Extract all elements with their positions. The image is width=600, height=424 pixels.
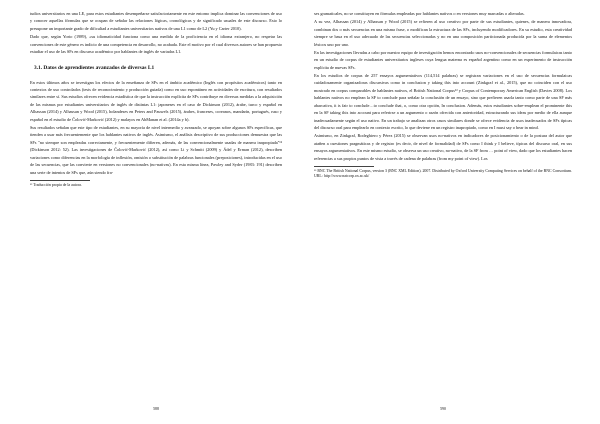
- left-paragraph-3: En estos últimos años se investigan los efectos de la enseñanza de SFs en el ámbito académico (Inglés con propósitos académicos) tanto en contextos de uso controlados (tests de reconocimiento y producción guiada) como en uso espontáneo en actividades de escritura, con resultados similares entre sí. Sus estudios ofrecen evidencia estadística de que la instrucción explícita de SFs contribuye en diversas medidas a la adquisición de las mismas por estudiantes universitarios de inglés de distintas L1: japoneses en el caso de Dickinson (2012), árabe, turco y español en Alhassan (2014) y Alhassan y Wood (2015), holandeses en Peters and Pauwels (2015), árabes, franceses, coreanos, mandarín, portugués, ruso y español en el estudio de Čolović-Marković (2012) y malayos en AbManan et al. (2014a y b).: [30, 79, 282, 122]
- footnote-divider: [30, 180, 90, 181]
- left-intro-paragraph: tudios universitarios en una LE, para estos estudiantes desempeñarse satisfactoriamente en este entorno implica dominar las convenciones de uso y conocer aquellas fórmulas que se ocupan de señalar las relaciones lógicas, cronológicas y de significado usuales de este discurso. Esto lo presupone un importante grado de dificultad a estudiantes universitarios nativos de una L1 como de L2 (Yu y Carter 2010).: [30, 11, 282, 31]
- left-paragraph-4: Sus resultados señalan que este tipo de estudiantes, en su mayoría de nivel intermedio y avanzado, se apoyan sobre algunos SFs específicas, que tienden a usar más frecuentemente que los hablantes nativos de inglés. Asimismo, el análisis descriptivo de sus producciones demuestra que las SFs "no siempre son empleadas correctamente, y frecuentemente difieren, además, de las convencionalmente usadas de manera inapropiada"¹² (Dickinson 2012: 52). Las investigaciones de Čolović-Marković (2012), así como Li y Schmitt (2009) y Ädel y Erman (2012), describen variaciones como diferencias en la morfología de inflexión, omisión o substitución de palabras funcionales (preposiciones), introducidas en el uso de las secuencias, que las convierte en versiones no convencionales (no-nativas). En esta misma línea, Pawley and Syder (1983: 191) describen una serie de intentos de SFs que, aún siendo fra-: [30, 125, 282, 175]
- left-page-number: 588: [153, 407, 159, 411]
- left-page: [30, 0, 282, 424]
- right-paragraph-3: En las investigaciones llevadas a cabo por nuestro equipo de investigación hemos encontrado usos no-convencionales de secuencias formulaicas tanto en un estudio de corpus de estudiantes universitarios ingleses cuya lengua materna es español argentino como en un experimento de instrucción explícita de nuevas SFs.: [314, 49, 572, 70]
- right-page-number: 590: [440, 407, 446, 411]
- section-heading: 3.1. Datos de aprendientes avanzados de diversas L1: [34, 64, 155, 71]
- left-paragraph-2: Dado que, según Yorio (1989), «su idiomaticidad funciona como una medida de la proficiencia en el idioma extranjero, no respetar las convenciones de este género es indicio de una competencia en desarrollo, no acabada. Este el motivo por el cual diversos autores se han propuesto estudiar el uso de las SFs en discurso académico por hablantes de inglés de variadas L1.: [30, 34, 282, 55]
- left-footnote: ¹² Traducción propia de la autora.: [30, 183, 82, 188]
- right-page: [314, 0, 572, 424]
- footnote-divider: [314, 166, 374, 167]
- right-paragraph-4: En los estudios de corpus de 257 ensayos argumentativos (114,514 palabras) se registran variaciones en el uso de secuencias formulaicas cuidadosamente organizadoras discursivas como in conclusion y taking this into account (Zinkgraf et al., 2015), que no coinciden con el uso mostrado en corpus comparables de hablantes nativos, el British National Corpus¹³ y Corpus of Contemporary American English (Davies 2008). Los hablantes nativos no emplean la SF to conclude para señalar la conclusión de un ensayo, sino que prefieren usarla tanto como parte de una SF más abarcativa, it is fair to conclude…to conclude that, o, como otra opción, In conclusion. Además, estos estudiantes sobre-emplean el prominente this en la SF taking this into account para referirse a un argumento o razón ofrecida con anterioridad, estructurando sus ideas por medio de ella aunque inadecuadamente según el uso nativo. En un trabajo se analizan otros casos similares donde se ofrece evidencia de usos inadecuados de SFs típicas del discurso oral para emplearlo en contexto escrito, lo que deviene en un registro inapropiado, como en I must say o bear in mind.: [314, 73, 572, 131]
- right-paragraph-5: Asimismo, en Zinkgraf, Rodeghiero y Pérez (2015) se observan usos no-nativos en indicadores de posicionamiento o de la postura del autor que atañen a cuestiones pragmáticas y de registro (es decir, de nivel de formalidad) de SFs como I think y I believe, típicas del discurso oral, en sus ensayos argumentativos. En este mismo estudio, se observa un uso creativo, no-nativo, de la SF from … point of view, dado que los estudiantes hacen referencias a sus propios puntos de vista a través de cadena de palabras (from my point of view). Los: [314, 133, 572, 161]
- right-paragraph-1: ses gramaticales, no se constituyen en fórmulas empleadas por hablantes nativos o en versiones muy marcadas o alteradas.: [314, 11, 525, 16]
- right-paragraph-2: A su vez, Alhassan (2014) y Alhassan y Wood (2015) se refieren al uso creativo por parte de sus estudiantes, quienes, de manera innovadora, combinan dos o más secuencias en una misma frase, o modifican la estructura de las SFs, incluyendo modificadores. En su estudio, esta creatividad siempre se basa en el uso adecuado de las secuencias seleccionadas y no en una composición particionada producida por la suma de elementos léxicos uno por uno.: [314, 19, 572, 47]
- right-footnote: ¹³ BNC The British National Corpus, version 3 (BNC XML Edition). 2007. Distributed by Oxford University Computing Services on behalf of the BNC Consortium. URL: http://www.natcorp.ox.ac.uk/: [314, 169, 572, 179]
